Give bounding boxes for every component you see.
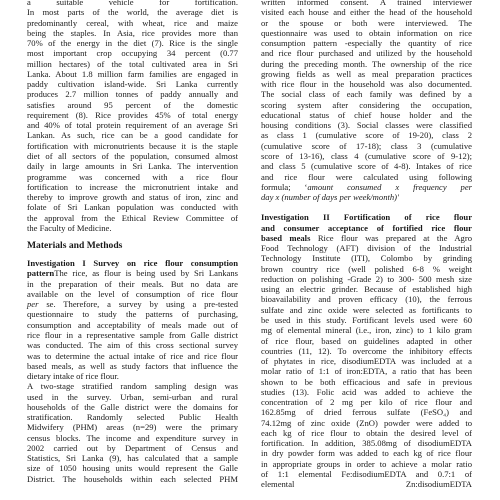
body-line: questionnaire to study the patterns of purchasing,	[27, 309, 238, 320]
body-line: countries (11, 12). To overcome the inhibitory effects	[261, 345, 472, 356]
body-line: stratification. Randomly selected Public Health	[27, 412, 238, 423]
body-line: visited each house and either the head of the household	[261, 7, 472, 18]
body-line: rice flour in a representative sample from Galle district	[27, 329, 238, 340]
body-line: a suitable vehicle for fortification.	[27, 0, 238, 7]
body-line: consumption and acceptability of meals made out of	[27, 319, 238, 330]
investigation-1-text: The rice, as flour is being used by Sri Lankans	[54, 268, 238, 279]
body-line: used in the survey. Urban, semi-urban and rural	[27, 391, 238, 402]
body-line: available on the level of consumption of rice flour	[27, 288, 238, 299]
body-line: of phytates in rice, disodiumEDTA was included at a	[261, 356, 472, 367]
body-line: se. Therefore, a survey by using a pre-tested	[46, 299, 238, 310]
formula-text: day x (number of days per week/month)'	[261, 192, 399, 203]
survey-method-paragraph	[261, 0, 472, 182]
body-line: mg of elemental mineral (i.e., iron, zinc) to 1 kilo gram	[261, 325, 472, 336]
body-line: in the preparation of their meals. But no data are	[27, 278, 238, 289]
body-line: Statistics, Sri Lanka (9), has calculated that a sample	[27, 453, 238, 464]
body-line: predominantly cereal, with wheat, rice and maize	[27, 17, 238, 28]
body-line: Lankan. As such, rice can be a good candidate for	[27, 130, 238, 141]
body-line: and 40% of total protein requirement of an average Sri	[27, 120, 238, 131]
investigation-2-heading-end: based meals	[261, 232, 311, 243]
body-line: reduction on polishing -Grade 2) to 300- 500 mesh size	[261, 273, 472, 284]
body-line: of rice flour, based on guidelines adapted in other	[261, 335, 472, 346]
body-line: fortification to increase the micronutrient intake and	[27, 181, 238, 192]
body-line: of 1:1 elemental Fe:disodiumEDTA and 0.7:1 of	[261, 468, 472, 479]
body-line: households of the Galle district were the domains for	[27, 401, 238, 412]
body-line: million hectares) of the total cultivated area in Sri	[27, 58, 238, 69]
body-line: each kg of rice flour to obtain the desired level of	[261, 427, 472, 438]
body-line: Technology Institute (ITI), Colombo by grinding	[261, 253, 472, 264]
materials-methods-heading: Materials and Methods	[27, 240, 123, 252]
investigation-2-heading: Investigation II	[261, 212, 330, 223]
body-line: and rice flour purchased and utilized by the household	[261, 48, 472, 59]
body-line: and rice flour were calculated using following	[261, 171, 472, 182]
body-line: 70% of the energy in the diet (7). Rice is the single	[27, 38, 238, 49]
body-line: written informed consent. A trained interviewer	[261, 0, 472, 7]
body-line: Food Technology (AFT) division of the Industrial	[261, 243, 472, 254]
body-line: using an electric grinder. Because of established high	[261, 284, 472, 295]
body-line: sulfate and zinc oxide were selected as fortificants to	[261, 304, 472, 315]
body-line: District. The households within each selected PHM	[27, 473, 238, 484]
body-line: in dry powder form was added to each kg of rice flour	[261, 448, 472, 459]
body-line: in appropriate groups in order to achieve a molar ratio	[261, 458, 472, 469]
body-line: requirement (8). Rice provides 45% of total energy	[27, 109, 238, 120]
body-line: was to determine the actual intake of rice and rice flour	[27, 350, 238, 361]
body-line: educational status of chief house holder and the	[261, 109, 472, 120]
investigation-2-paragraph	[261, 212, 472, 489]
left-column	[27, 0, 238, 484]
body-line: housing conditions (3). Social classes were classified	[261, 120, 472, 131]
body-line: fortification with micronutrients because it is the staple	[27, 140, 238, 151]
body-line: brown country rice (well polished 6-8 % weight	[261, 263, 472, 274]
body-line: consumption pattern -especially the quantity of rice	[261, 38, 472, 49]
body-line: produces 2.7 million tonnes of paddy annually and	[27, 89, 238, 100]
body-line: elemental Zn:disodiumEDTA	[261, 479, 472, 490]
body-line: the approval from the Ethical Review Committee of	[27, 212, 238, 223]
body-line: questionnaire was used to obtain information on rice	[261, 27, 472, 38]
body-line: Lanka. About 1.8 million farm families are engaged in	[27, 68, 238, 79]
body-line: studies (13). Folic acid was added to achieve the	[261, 386, 472, 397]
body-line: 162.85mg of dried ferrous sulfate (FeSO₄) and	[261, 407, 472, 418]
investigation-2-heading-cont: and consumer acceptance of fortified rice flour	[261, 222, 472, 233]
body-line: be used in this study. Fortificant levels used were 60	[261, 314, 472, 325]
body-line: as class 1 (cumulative score of 19-20), class 2	[261, 130, 472, 141]
body-line: score of 13-16), class 4 (cumulative score of 9-12);	[261, 150, 472, 161]
body-line: The social class of each family was defined by a	[261, 89, 472, 100]
body-line: diet of all sectors of the population, consumed almost	[27, 150, 238, 161]
body-line: satisfies around 95 percent of the domestic	[27, 99, 238, 110]
body-line: census blocks. The income and expenditure survey in	[27, 432, 238, 443]
body-line: folate of Sri Lankan population was conducted with	[27, 202, 238, 213]
body-line: concentration of 2 mg per kilo of rice flour and	[261, 397, 472, 408]
body-line: dietary intake of rice flour.	[27, 371, 119, 382]
body-line: being the staples. In Asia, rice provides more than	[27, 27, 238, 38]
intro-paragraph	[27, 0, 238, 233]
body-line: bioavailability and proven efficacy (10), the ferrous	[261, 294, 472, 305]
body-line: Midwifery (PHM) areas (n=29) were the primary	[27, 422, 238, 433]
body-line: Rice flour was prepared at the Agro	[317, 232, 472, 243]
investigation-1-heading: Investigation I Survey on rice flour consumption	[27, 258, 238, 269]
body-line: with rice flour in the household was also documented.	[261, 79, 472, 90]
italic-word: per	[27, 299, 39, 310]
investigation-2-heading-title: Fortification of rice flour	[343, 212, 473, 223]
body-line: formula; ‘	[261, 181, 308, 192]
body-line: size of 1050 housing units would represent the Galle	[27, 463, 238, 474]
body-line: was conducted. The aim of this cross sectional survey	[27, 340, 238, 351]
investigation-1-heading-cont: pattern	[27, 268, 55, 279]
body-line: A two-stage stratified random sampling design was	[27, 381, 238, 392]
body-line: the Faculty of Medicine.	[27, 222, 112, 233]
body-line: growing fields as well as meal preparation practices	[261, 68, 472, 79]
body-line: and class 5 (cumulative score of 4-8). Intakes of rice	[261, 161, 472, 172]
body-line: programme was concerned with a rice flour	[27, 171, 238, 182]
investigation-2-body	[261, 243, 472, 489]
body-line: (cumulative score of 17-18); class 3 (cumulative	[261, 140, 472, 151]
body-line: shown to be both efficacious and safe in previous	[261, 376, 472, 387]
body-line: fortification. In addition, 385.08mg of disodiumEDTA	[261, 438, 472, 449]
body-line: paddy cultivation island-wide. Sri Lanka currently	[27, 79, 238, 90]
body-line: scoring system after considering the occupation,	[261, 99, 472, 110]
body-line: 2002 carried out by Department of Census and	[27, 442, 238, 453]
formula-text: amount consumed x frequency per	[307, 181, 472, 192]
right-column	[261, 0, 472, 489]
body-line: based meals, as well as study factors that influence the	[27, 360, 238, 371]
body-line: or the spouse or both were interviewed. The	[261, 17, 472, 28]
body-line: molar ratio of 1:1 of iron:EDTA, a ratio that has been	[261, 366, 472, 377]
investigation-1-paragraph	[27, 258, 238, 381]
body-line: most important crop occupying 34 percent (0.77	[27, 48, 238, 59]
body-line: daily in large amounts in Sri Lanka. The intervention	[27, 161, 238, 172]
body-line: thereby to improve growth and status of iron, zinc and	[27, 192, 238, 203]
body-line: In most parts of the world, the average diet is	[27, 7, 238, 18]
body-line: during the preceding month. The ownership of the rice	[261, 58, 472, 69]
body-line: 74.12mg of zinc oxide (ZnO) powder were added to	[261, 417, 472, 428]
sampling-paragraph	[27, 381, 238, 484]
